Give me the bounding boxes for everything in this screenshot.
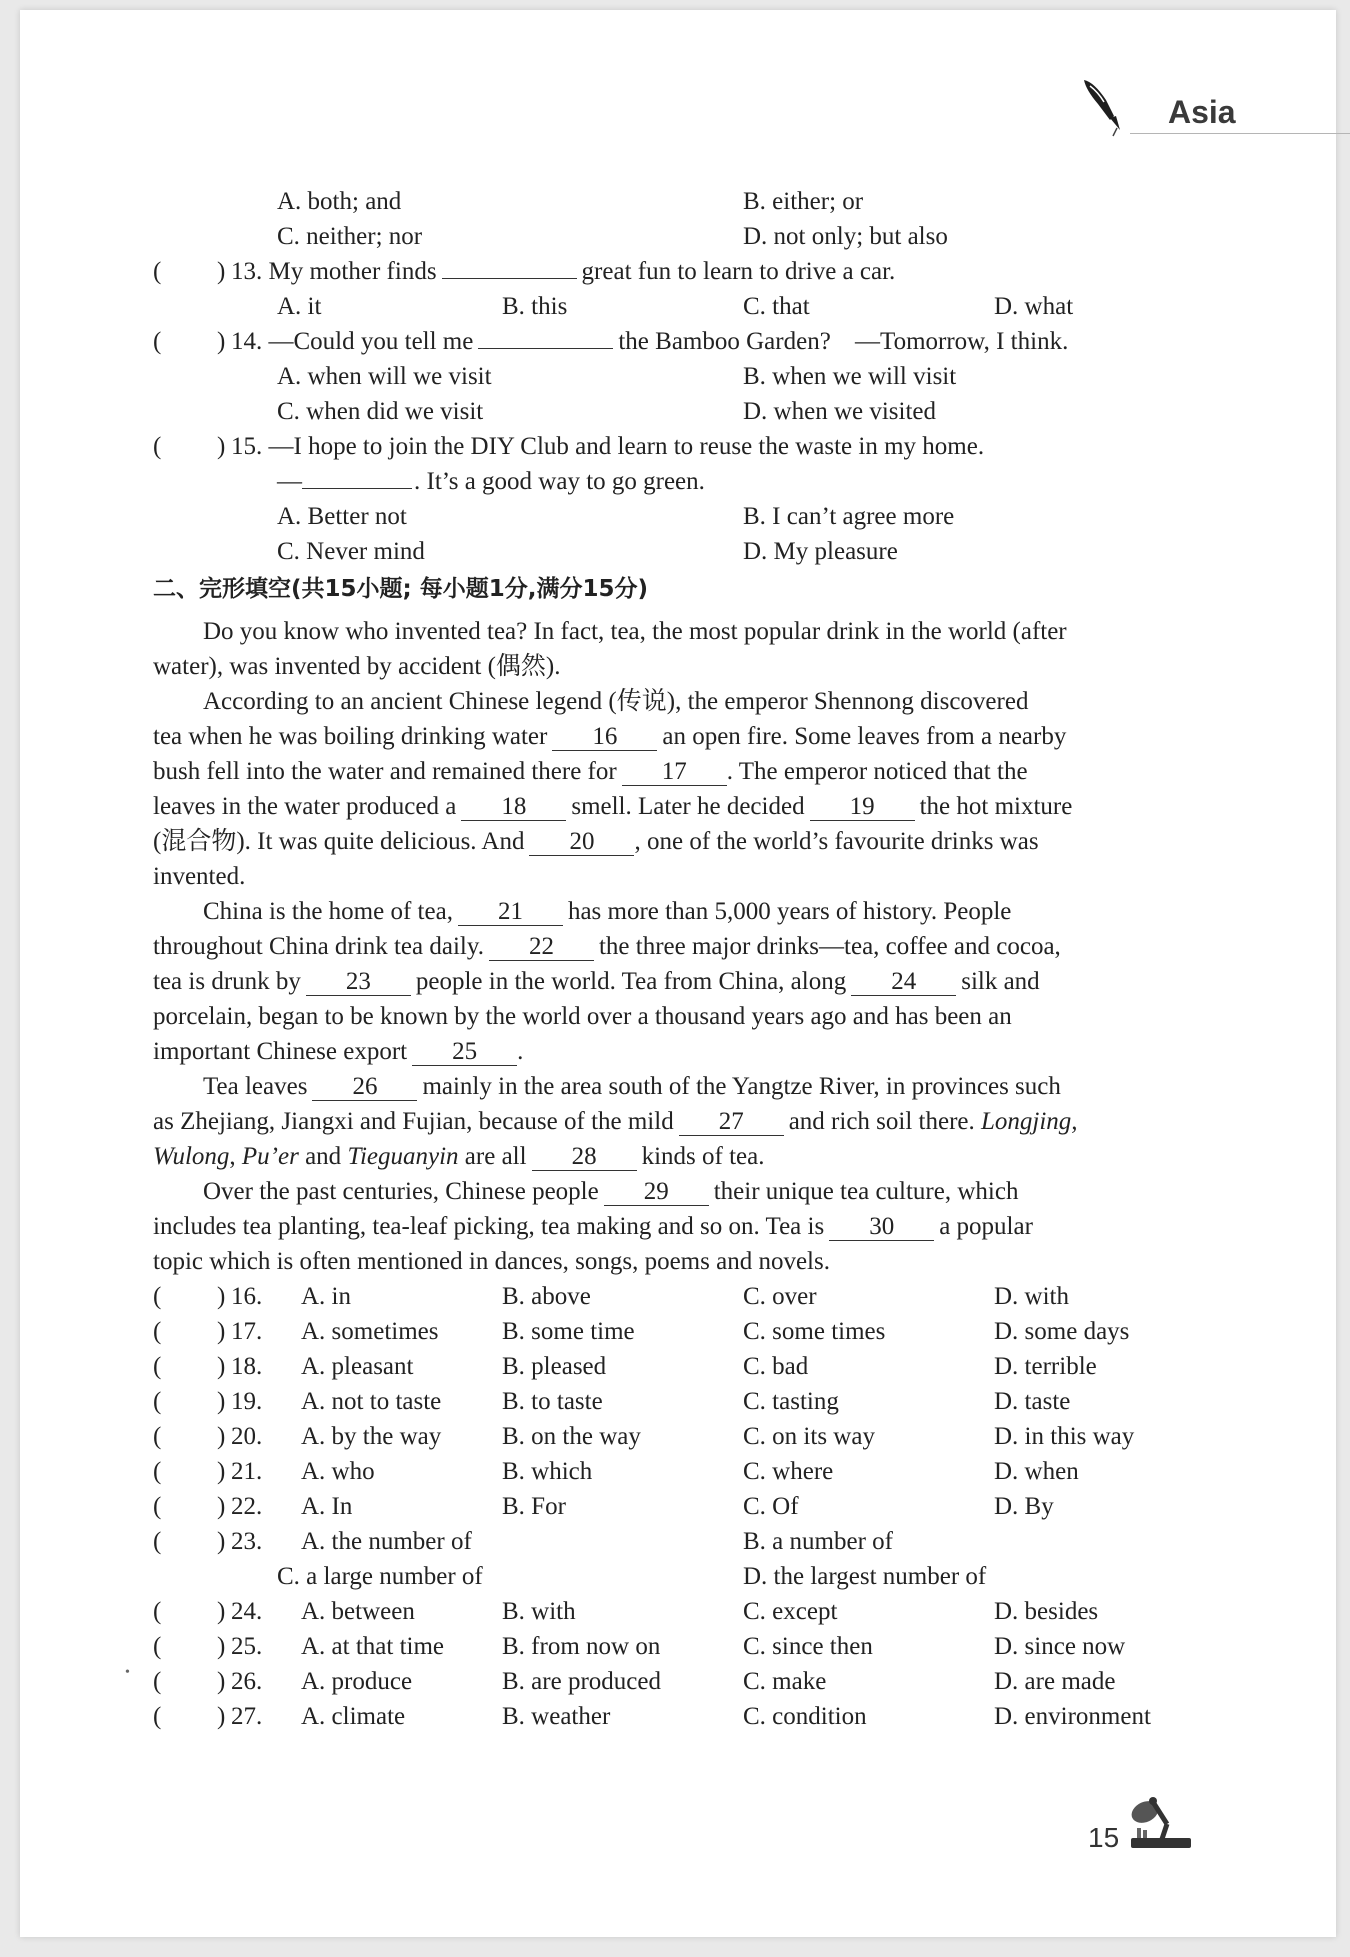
answer-paren-close: ) [217,258,226,285]
cloze-blank: 29 [604,1178,709,1206]
option: B. with [502,1598,576,1625]
option: C. neither; nor [277,223,423,250]
cloze-blank: 23 [306,968,411,996]
option: D. My pleasure [743,538,898,565]
question-stem: great fun to learn to drive a car. [581,258,896,285]
option: C. except [743,1598,838,1625]
question-number: 18. [231,1353,263,1380]
option: C. make [743,1668,827,1695]
cloze-question-row [20,1699,1336,1734]
cloze-blank: 24 [851,968,956,996]
option: C. where [743,1458,834,1485]
option: B. which [502,1458,593,1485]
passage-line: tea when he was boiling drinking water 16 an open fire. Some leaves from a nearby [153,723,1067,750]
answer-paren-open: ( [153,1283,162,1310]
answer-paren-open: ( [153,1458,162,1485]
cloze-blank: 20 [529,828,634,856]
option: D. are made [994,1668,1116,1695]
answer-paren-close: ) [217,433,226,460]
answer-blank [478,348,613,349]
question-number: 20. [231,1423,263,1450]
option: C. tasting [743,1388,839,1415]
workbook-page [20,10,1336,1937]
answer-paren-close: ) [217,1668,226,1695]
page-number: 15 [1088,1822,1120,1853]
option: D. the largest number of [743,1563,987,1590]
passage-line: water), was invented by accident (偶然). [153,653,561,680]
answer-paren-close: ) [217,1493,226,1520]
cloze-blank: 19 [810,793,915,821]
option: A. produce [301,1668,413,1695]
option: A. who [301,1458,375,1485]
option: D. taste [994,1388,1071,1415]
answer-paren-open: ( [153,433,162,460]
cloze-blank: 18 [461,793,566,821]
option: D. environment [994,1703,1151,1730]
passage-line: important Chinese export 25 . [153,1038,524,1065]
question-number: 23. [231,1528,263,1555]
section-heading: 二、完形填空(共15小题; 每小题1分,满分15分) [153,576,648,602]
option: A. in [301,1283,351,1310]
question-number: 13. [231,258,263,285]
option: B. when we will visit [743,363,957,390]
option: A. it [277,293,322,320]
passage-line: throughout China drink tea daily. 22 the three major drinks—tea, coffee and cocoa, [153,933,1061,960]
question-number: 22. [231,1493,263,1520]
answer-blank [302,488,412,489]
cloze-question-row [20,1279,1336,1314]
option: A. sometimes [301,1318,439,1345]
question-stem: My mother finds [268,258,437,285]
answer-paren-open: ( [153,1668,162,1695]
option: A. pleasant [301,1353,414,1380]
question-13 [20,254,1336,289]
passage-line: Do you know who invented tea? In fact, tea, the most popular drink in the world (after [203,618,1067,645]
cloze-blank: 17 [622,758,727,786]
option: C. Never mind [277,538,425,565]
desk-lamp-icon [1123,1792,1193,1856]
passage-line: (混合物). It was quite delicious. And 20 , one of the world’s favourite drinks was [153,828,1039,855]
passage-line: as Zhejiang, Jiangxi and Fujian, because of the mild 27 and rich soil there. Longjing, [153,1108,1078,1135]
passage-line: invented. [153,863,246,890]
cloze-question-row [20,1314,1336,1349]
answer-paren-close: ) [217,1458,226,1485]
question-stem: the Bamboo Garden? [618,328,831,355]
passage-line: leaves in the water produced a 18 smell. Later he decided 19 the hot mixture [153,793,1073,820]
cloze-question-row [20,1349,1336,1384]
option: A. by the way [301,1423,442,1450]
passage-line: Wulong, Pu’er and Tieguanyin are all 28 kinds of tea. [153,1143,765,1170]
answer-paren-close: ) [217,1598,226,1625]
cloze-question-row [20,1419,1336,1454]
answer-paren-close: ) [217,328,226,355]
passage-line: porcelain, began to be known by the world over a thousand years ago and has been an [153,1003,1012,1030]
passage-line: China is the home of tea, 21 has more than 5,000 years of history. People [203,898,1012,925]
option: D. in this way [994,1423,1135,1450]
answer-paren-open: ( [153,1633,162,1660]
option: C. when did we visit [277,398,484,425]
cloze-question-row [20,1594,1336,1629]
passage-line: bush fell into the water and remained there for 17 . The emperor noticed that the [153,758,1028,785]
option: C. on its way [743,1423,875,1450]
answer-paren-close: ) [217,1703,226,1730]
answer-paren-open: ( [153,1703,162,1730]
option: D. some days [994,1318,1130,1345]
answer-paren-close: ) [217,1633,226,1660]
cloze-question-row-continued [20,1559,1336,1594]
answer-paren-open: ( [153,1388,162,1415]
question-stem: —Could you tell me [268,328,474,355]
option: D. what [994,293,1074,320]
answer-blank [442,278,577,279]
cloze-question-row [20,1489,1336,1524]
option: D. when [994,1458,1079,1485]
answer-paren-open: ( [153,1528,162,1555]
option: B. weather [502,1703,611,1730]
question-stem: —I hope to join the DIY Club and learn to reuse the waste in my home. [268,433,985,460]
cloze-blank: 25 [412,1038,517,1066]
option: B. on the way [502,1423,641,1450]
question-number: 27. [231,1703,263,1730]
cloze-blank: 16 [552,723,657,751]
cloze-blank: 30 [829,1213,934,1241]
passage-line: Tea leaves 26 mainly in the area south of the Yangtze River, in provinces such [203,1073,1061,1100]
answer-paren-close: ) [217,1283,226,1310]
option: D. By [994,1493,1054,1520]
reply-text: —Tomorrow, I think. [855,328,1069,355]
option: A. the number of [301,1528,472,1555]
question-number: 15. [231,433,263,460]
question-14 [20,324,1336,359]
passage-line: includes tea planting, tea-leaf picking, tea making and so on. Tea is 30 a popular [153,1213,1033,1240]
answer-paren-open: ( [153,1423,162,1450]
option: C. that [743,293,810,320]
option: A. both; and [277,188,402,215]
option: A. when will we visit [277,363,492,390]
option: B. pleased [502,1353,607,1380]
answer-paren-close: ) [217,1528,226,1555]
question-number: 21. [231,1458,263,1485]
option: C. over [743,1283,817,1310]
option: D. terrible [994,1353,1097,1380]
answer-paren-open: ( [153,258,162,285]
header-rule [1130,133,1350,134]
option: B. some time [502,1318,635,1345]
cloze-blank: 26 [312,1073,417,1101]
option: B. For [502,1493,566,1520]
cloze-blank: 21 [458,898,563,926]
passage-line: tea is drunk by 23 people in the world. Tea from China, along 24 silk and [153,968,1040,995]
option: D. besides [994,1598,1099,1625]
question-number: 17. [231,1318,263,1345]
cloze-blank: 27 [679,1108,784,1136]
question-number: 25. [231,1633,263,1660]
reply-dash: — [277,468,302,495]
question-number: 24. [231,1598,263,1625]
answer-paren-close: ) [217,1388,226,1415]
question-number: 14. [231,328,263,355]
option: B. this [502,293,568,320]
option: A. Better not [277,503,407,530]
q12-options-row-1 [277,184,401,219]
pen-icon [1080,78,1130,140]
option: A. at that time [301,1633,445,1660]
question-number: 26. [231,1668,263,1695]
question-number: 19. [231,1388,263,1415]
cloze-blank: 28 [532,1143,637,1171]
answer-paren-open: ( [153,1598,162,1625]
option: D. with [994,1283,1069,1310]
answer-paren-close: ) [217,1423,226,1450]
option: D. not only; but also [743,223,948,250]
answer-paren-open: ( [153,1493,162,1520]
option: C. since then [743,1633,873,1660]
option: B. to taste [502,1388,603,1415]
answer-paren-open: ( [153,328,162,355]
option: C. Of [743,1493,799,1520]
option: C. bad [743,1353,809,1380]
cloze-question-row [20,1629,1336,1664]
passage-line: Over the past centuries, Chinese people 29 their unique tea culture, which [203,1178,1019,1205]
question-15 [20,429,1336,464]
cloze-question-row [20,1524,1336,1559]
option: A. not to taste [301,1388,442,1415]
reply-text: . It’s a good way to go green. [414,468,705,495]
option: D. since now [994,1633,1126,1660]
answer-paren-open: ( [153,1318,162,1345]
option: A. between [301,1598,415,1625]
option: B. either; or [743,188,864,215]
option: D. when we visited [743,398,937,425]
option: A. climate [301,1703,406,1730]
answer-paren-close: ) [217,1318,226,1345]
option: B. above [502,1283,591,1310]
cloze-question-row [20,1384,1336,1419]
cloze-question-row [20,1454,1336,1489]
cloze-blank: 22 [489,933,594,961]
question-15-reply [277,464,705,499]
stray-mark: • [125,1665,130,1680]
option: C. a large number of [277,1563,483,1590]
unit-title: Asia [1168,94,1236,130]
option: C. some times [743,1318,886,1345]
option: B. I can’t agree more [743,503,955,530]
option: B. are produced [502,1668,661,1695]
cloze-question-row [20,1664,1336,1699]
unit-header [1080,78,1350,138]
passage-line: topic which is often mentioned in dances, songs, poems and novels. [153,1248,830,1275]
answer-paren-close: ) [217,1353,226,1380]
option: C. condition [743,1703,867,1730]
option: A. In [301,1493,353,1520]
passage-line: According to an ancient Chinese legend (传说), the emperor Shennong discovered [203,688,1029,715]
answer-paren-open: ( [153,1353,162,1380]
option: B. a number of [743,1528,893,1555]
option: B. from now on [502,1633,661,1660]
question-number: 16. [231,1283,263,1310]
